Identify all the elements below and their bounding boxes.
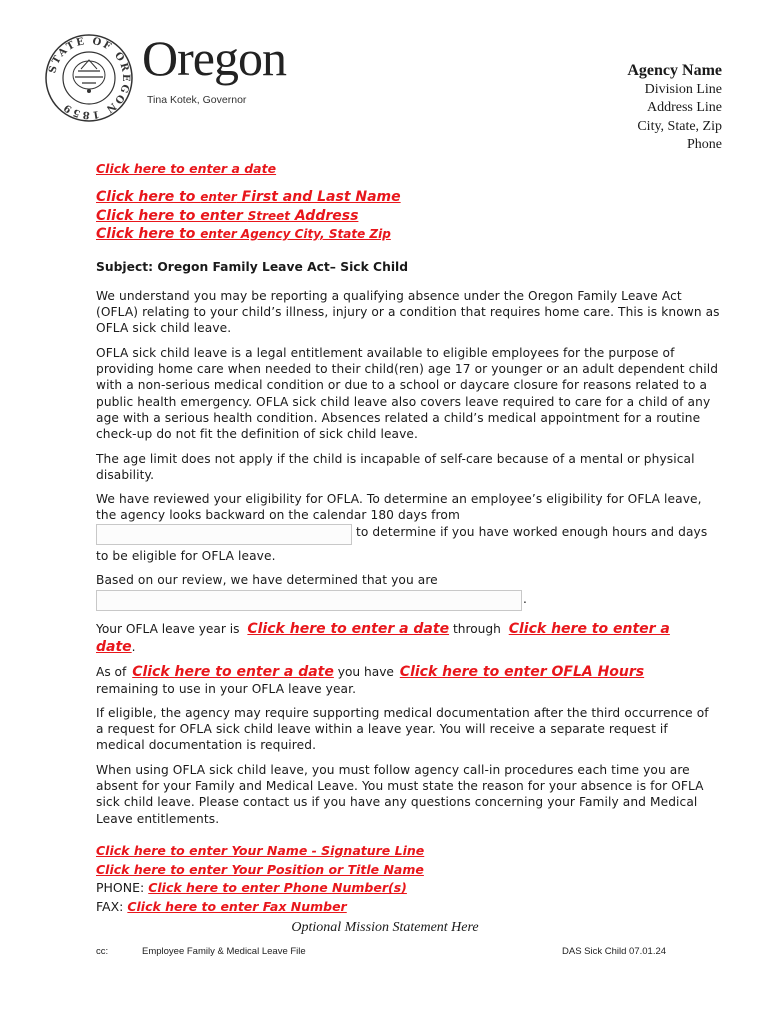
paragraph-9: When using OFLA sick child leave, you must follow agency call-in procedures each time you are absent for your Family and Medical Leave. You must state the reason for your absence is for OFLA sick child leave. Please contact us if you have any questions concerning your Family and Medical Leave entitlements. xyxy=(96,763,704,826)
signature-name-field[interactable]: Click here to enter Your Name - Signature Line xyxy=(96,843,425,858)
recipient-block xyxy=(96,188,401,244)
paragraph-8: If eligible, the agency may require supporting medical documentation after the third occurrence of a request for OFLA sick child leave within a leave year. You will receive a separate request if medical documentation is required. xyxy=(96,706,709,753)
paragraph-4: We have reviewed your eligibility for OFLA. To determine an employee’s eligibility for OFLA leave, the agency looks backward on the calendar 180 days from xyxy=(96,492,702,523)
recipient-city-field[interactable]: Click here to enter Agency City, State Zip xyxy=(96,226,391,243)
leave-year-line-2: date. xyxy=(96,639,136,655)
paragraph-2: OFLA sick child leave is a legal entitlement available to eligible employees for the purpose of providing home care when needed to their child(ren) age 17 or younger or an adult dependent child with a non-serious medical condition or due to a school or daycare closure for reasons related to a public health emergency. OFLA sick child leave also covers leave required to care for a child of any age with a serious health condition. Absences related a child’s medical appointment for a routine check-up do not fit the definition of sick child leave. xyxy=(96,346,719,442)
fax-number-field[interactable]: Click here to enter Fax Number xyxy=(127,898,347,914)
paragraph-4-end: to be eligible for OFLA leave. xyxy=(96,549,276,563)
subject-line: Subject: Oregon Family Leave Act– Sick Child xyxy=(96,260,409,274)
recipient-street-field[interactable]: Click here to enter Street Address xyxy=(96,207,359,224)
division-line: Division Line xyxy=(644,82,722,97)
paragraph-1: We understand you may be reporting a qualifying absence under the Oregon Family Leave Act (OFLA) relating to your child’s illness, injury or a condition that requires home care. This is known as OFLA sick child leave. xyxy=(96,289,720,336)
state-seal xyxy=(44,33,134,123)
paragraph-5-period: . xyxy=(523,592,527,606)
hours-remaining-line: As of Click here to enter a date you have Click here to enter OFLA Hours xyxy=(96,664,645,680)
oregon-wordmark: Oregon xyxy=(142,30,286,86)
fax-row: FAX: Click here to enter Fax Number xyxy=(96,898,347,914)
agency-block xyxy=(627,61,722,154)
governor-name: Tina Kotek, Governor xyxy=(147,94,247,106)
hours-remaining-end: remaining to use in your OFLA leave year. xyxy=(96,682,357,696)
eligibility-determination-input[interactable] xyxy=(96,590,522,611)
address-line: Address Line xyxy=(646,100,722,116)
paragraph-5: Based on our review, we have determined that you are xyxy=(96,573,438,587)
date-field[interactable]: Click here to enter a date xyxy=(96,161,277,176)
footer-cc-label: cc: xyxy=(96,946,109,957)
recipient-name-field[interactable]: Click here to enter First and Last Name xyxy=(96,189,401,205)
phone-row: PHONE: Click here to enter Phone Number(s) xyxy=(96,880,407,896)
footer-cc-recipient: Employee Family & Medical Leave File xyxy=(142,946,306,957)
leave-year-line: Your OFLA leave year is Click here to enter a date through Click here to enter a xyxy=(96,621,670,637)
calendar-date-input[interactable] xyxy=(96,524,352,545)
svg-text:STATE OF OREGON 1859: STATE OF OREGON 1859 xyxy=(47,35,132,121)
leave-year-end-date[interactable]: Click here to enter a xyxy=(508,621,670,637)
phone-line: Phone xyxy=(687,136,722,152)
agency-name: Agency Name xyxy=(627,62,722,79)
signature-position-field[interactable]: Click here to enter Your Position or Title Name xyxy=(96,861,424,877)
mission-statement: Optional Mission Statement Here xyxy=(291,920,479,935)
ofla-hours-field[interactable]: Click here to enter OFLA Hours xyxy=(399,664,645,680)
leave-year-start-date[interactable]: Click here to enter a date xyxy=(247,621,450,637)
paragraph-4-continued: to determine if you have worked enough hours and days xyxy=(356,525,708,539)
city-state-zip: City, State, Zip xyxy=(637,118,722,134)
footer-document-id: DAS Sick Child 07.01.24 xyxy=(562,946,667,957)
paragraph-3: The age limit does not apply if the child is incapable of self-care because of a mental or physical disability. xyxy=(96,452,695,483)
as-of-date-field[interactable]: Click here to enter a date xyxy=(132,664,334,680)
signature-block xyxy=(96,842,424,916)
phone-number-field[interactable]: Click here to enter Phone Number(s) xyxy=(148,880,407,896)
